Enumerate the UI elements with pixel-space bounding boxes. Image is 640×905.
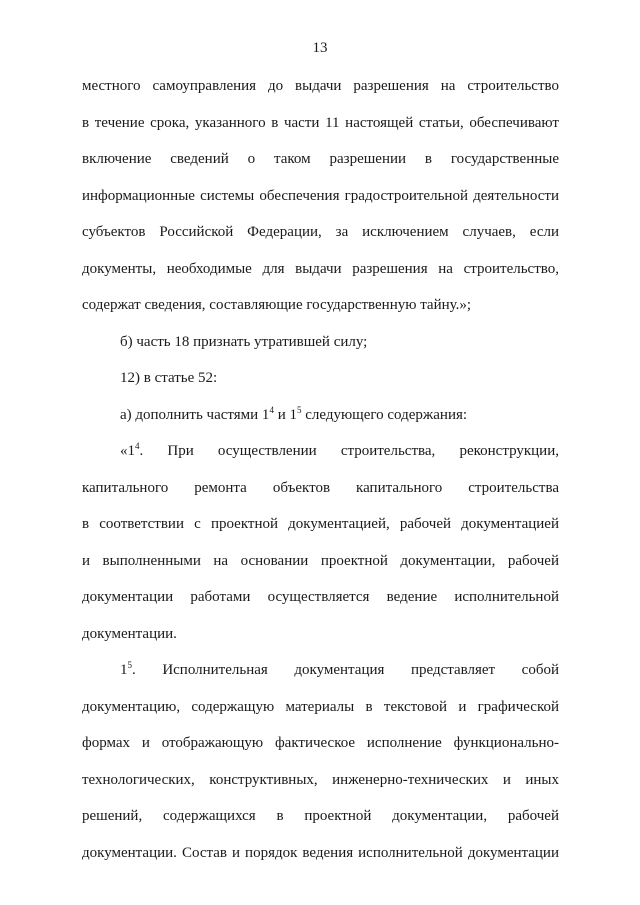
text-line: включение сведений о таком разрешении в государственные: [82, 151, 559, 167]
text-line: документации.: [82, 625, 177, 642]
text-line: информационные системы обеспечения градостроительной деятельности: [82, 187, 559, 204]
text-fragment: . Исполнительная документация представляет собой: [132, 662, 559, 678]
text-line: в течение срока, указанного в части 11 настоящей статьи, обеспечивают: [82, 114, 559, 131]
superscript: 5: [296, 404, 302, 415]
superscript: 4: [135, 441, 140, 451]
text-line: и выполненными на основании проектной документации, рабочей: [82, 552, 559, 569]
paragraph-item-12: 12) в статье 52:: [120, 370, 218, 386]
paragraph-item-b: б) часть 18 признать утратившей силу;: [120, 333, 368, 350]
text-line: документы, необходимые для выдачи разрешения на строительство,: [82, 260, 559, 277]
clause-1-4-first-line: [82, 433, 559, 470]
clause-1-5-first-line: [82, 652, 559, 689]
text-fragment: 1: [120, 662, 128, 678]
text-fragment: . При осуществлении строительства, реконструкции,: [139, 443, 559, 459]
text-line: формах и отображающую фактическое исполнение функционально-: [82, 735, 559, 751]
text-fragment: «1: [120, 443, 135, 459]
text-line: капитального ремонта объектов капитального строительства: [82, 479, 559, 496]
text-line: решений, содержащихся в проектной документации, рабочей: [82, 808, 559, 824]
body-text: [82, 68, 559, 871]
text-fragment: а) дополнить частями 1: [120, 406, 270, 423]
text-fragment: и 1: [273, 406, 297, 423]
text-line: документацию, содержащую материалы в текстовой и графической: [82, 698, 559, 715]
superscript: 5: [127, 660, 132, 670]
paragraph-item-a: [82, 397, 559, 434]
text-line: местного самоуправления до выдачи разрешения на строительство: [82, 78, 559, 94]
text-line: технологических, конструктивных, инженерно-технических и иных: [82, 771, 559, 788]
text-line: документации. Состав и порядок ведения исполнительной документации: [82, 844, 559, 861]
superscript: 4: [269, 404, 274, 415]
text-line: субъектов Российской Федерации, за исключением случаев, если: [82, 224, 559, 240]
text-line: документации работами осуществляется ведение исполнительной: [82, 589, 559, 605]
page-number: 13: [312, 40, 328, 56]
text-fragment: следующего содержания:: [301, 406, 468, 423]
text-line: содержат сведения, составляющие государственную тайну.»;: [82, 297, 472, 313]
text-line: в соответствии с проектной документацией, рабочей документацией: [82, 516, 559, 532]
